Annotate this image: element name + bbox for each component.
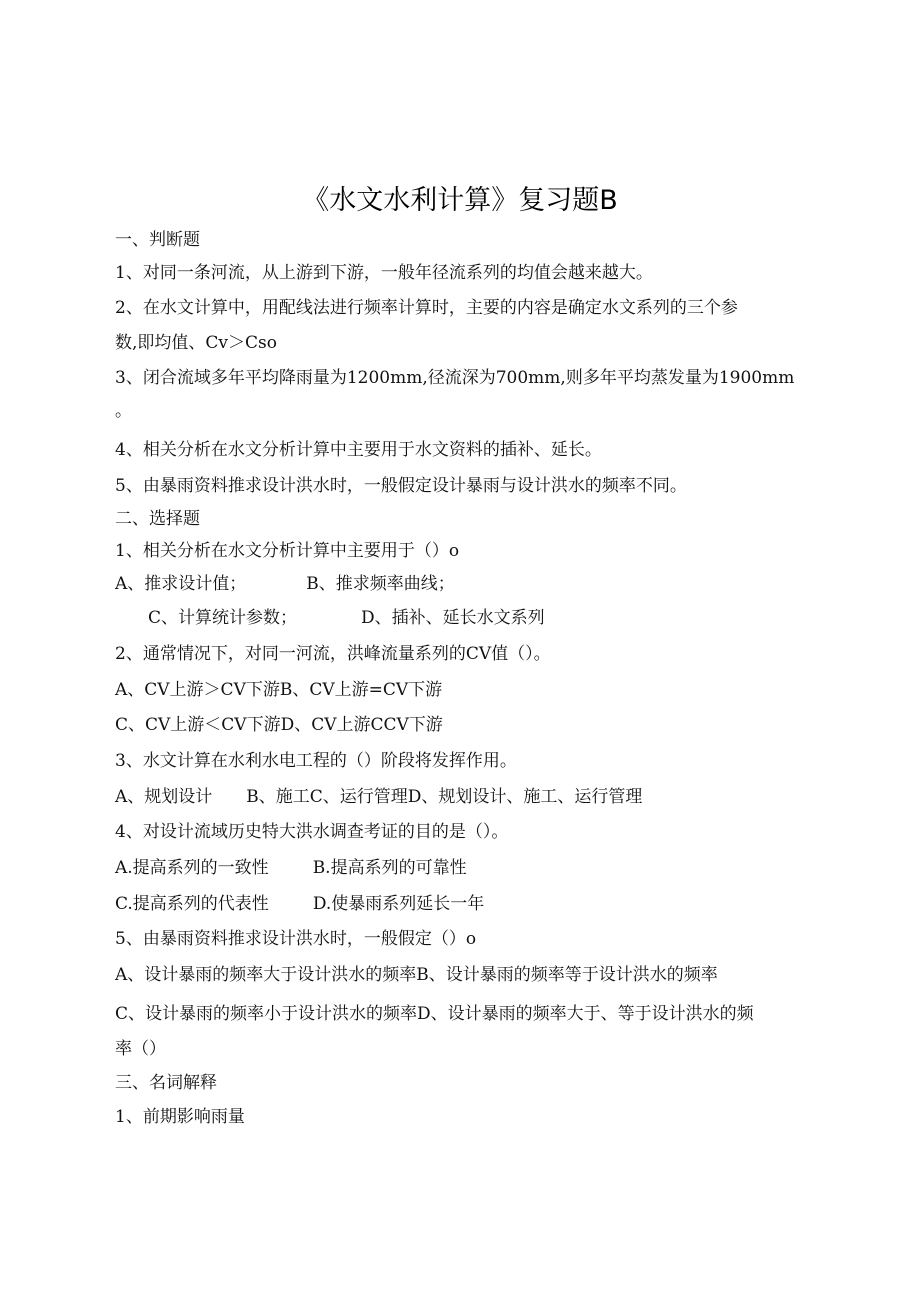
option-a: A.提高系列的一致性 <box>115 858 269 878</box>
option-d: D、插补、延长水文系列 <box>361 608 545 628</box>
option-c: C、计算统计参数； <box>148 608 298 628</box>
tf-item-4: 4、相关分析在水文分析计算中主要用于水文资料的插补、延长。 <box>115 440 602 460</box>
mc-question-5-options-ab: A、设计暴雨的频率大于设计洪水的频率B、设计暴雨的频率等于设计洪水的频率 <box>115 965 718 985</box>
mc-question-5: 5、由暴雨资料推求设计洪水时，一般假定（）o <box>115 929 477 949</box>
mc-question-4: 4、对设计流域历史特大洪水调查考证的目的是（）。 <box>115 822 509 842</box>
option-c: C.提高系列的代表性 <box>115 894 269 914</box>
mc-question-4-options-ab <box>115 857 467 879</box>
mc-question-4-options-cd <box>115 893 484 915</box>
tf-item-3: 3、闭合流域多年平均降雨量为1200mm,径流深为700mm,则多年平均蒸发量为1900mm <box>115 368 795 388</box>
mc-question-2: 2、通常情况下，对同一河流，洪峰流量系列的CV值（）。 <box>115 644 551 664</box>
tf-item-2: 2、在水文计算中，用配线法进行频率计算时，主要的内容是确定水文系列的三个参 <box>115 298 738 318</box>
tf-item-2-continued: 数,即均值、Cv＞Cso <box>115 333 277 353</box>
mc-question-1-options-cd <box>148 607 545 629</box>
option-b: B、推求频率曲线； <box>306 574 455 594</box>
option-a: A、推求设计值； <box>115 574 247 594</box>
tf-item-3-continued: 。 <box>115 401 132 421</box>
mc-question-5-options-continued: 率（） <box>115 1039 166 1059</box>
mc-question-2-options-cd: C、CV上游＜CV下游D、CV上游CCV下游 <box>115 715 443 735</box>
document-title: 《水文水利计算》复习题B <box>302 185 618 216</box>
section-heading-definitions: 三、名词解释 <box>115 1073 217 1093</box>
mc-question-1: 1、相关分析在水文分析计算中主要用于（）o <box>115 541 460 561</box>
mc-question-3-options <box>115 786 642 808</box>
option-b: B.提高系列的可靠性 <box>312 858 467 878</box>
tf-item-1: 1、对同一条河流，从上游到下游，一般年径流系列的均值会越来越大。 <box>115 263 653 283</box>
mc-question-3: 3、水文计算在水利水电工程的（）阶段将发挥作用。 <box>115 751 517 771</box>
mc-question-2-options-ab: A、CV上游＞CV下游B、CV上游=CV下游 <box>115 680 443 700</box>
option-d: D.使暴雨系列延长一年 <box>312 894 485 914</box>
mc-question-5-options-cd: C、设计暴雨的频率小于设计洪水的频率D、设计暴雨的频率大于、等于设计洪水的频 <box>115 1004 754 1024</box>
tf-item-5: 5、由暴雨资料推求设计洪水时，一般假定设计暴雨与设计洪水的频率不同。 <box>115 476 687 496</box>
option-a: A、规划设计 <box>115 787 213 807</box>
section-heading-multiple-choice: 二、选择题 <box>115 509 200 529</box>
section-heading-true-false: 一、判断题 <box>115 230 200 250</box>
options-bcd: B、施工C、运行管理D、规划设计、施工、运行管理 <box>246 787 643 807</box>
mc-question-1-options-ab <box>115 573 455 595</box>
definition-item-1: 1、前期影响雨量 <box>115 1107 245 1127</box>
